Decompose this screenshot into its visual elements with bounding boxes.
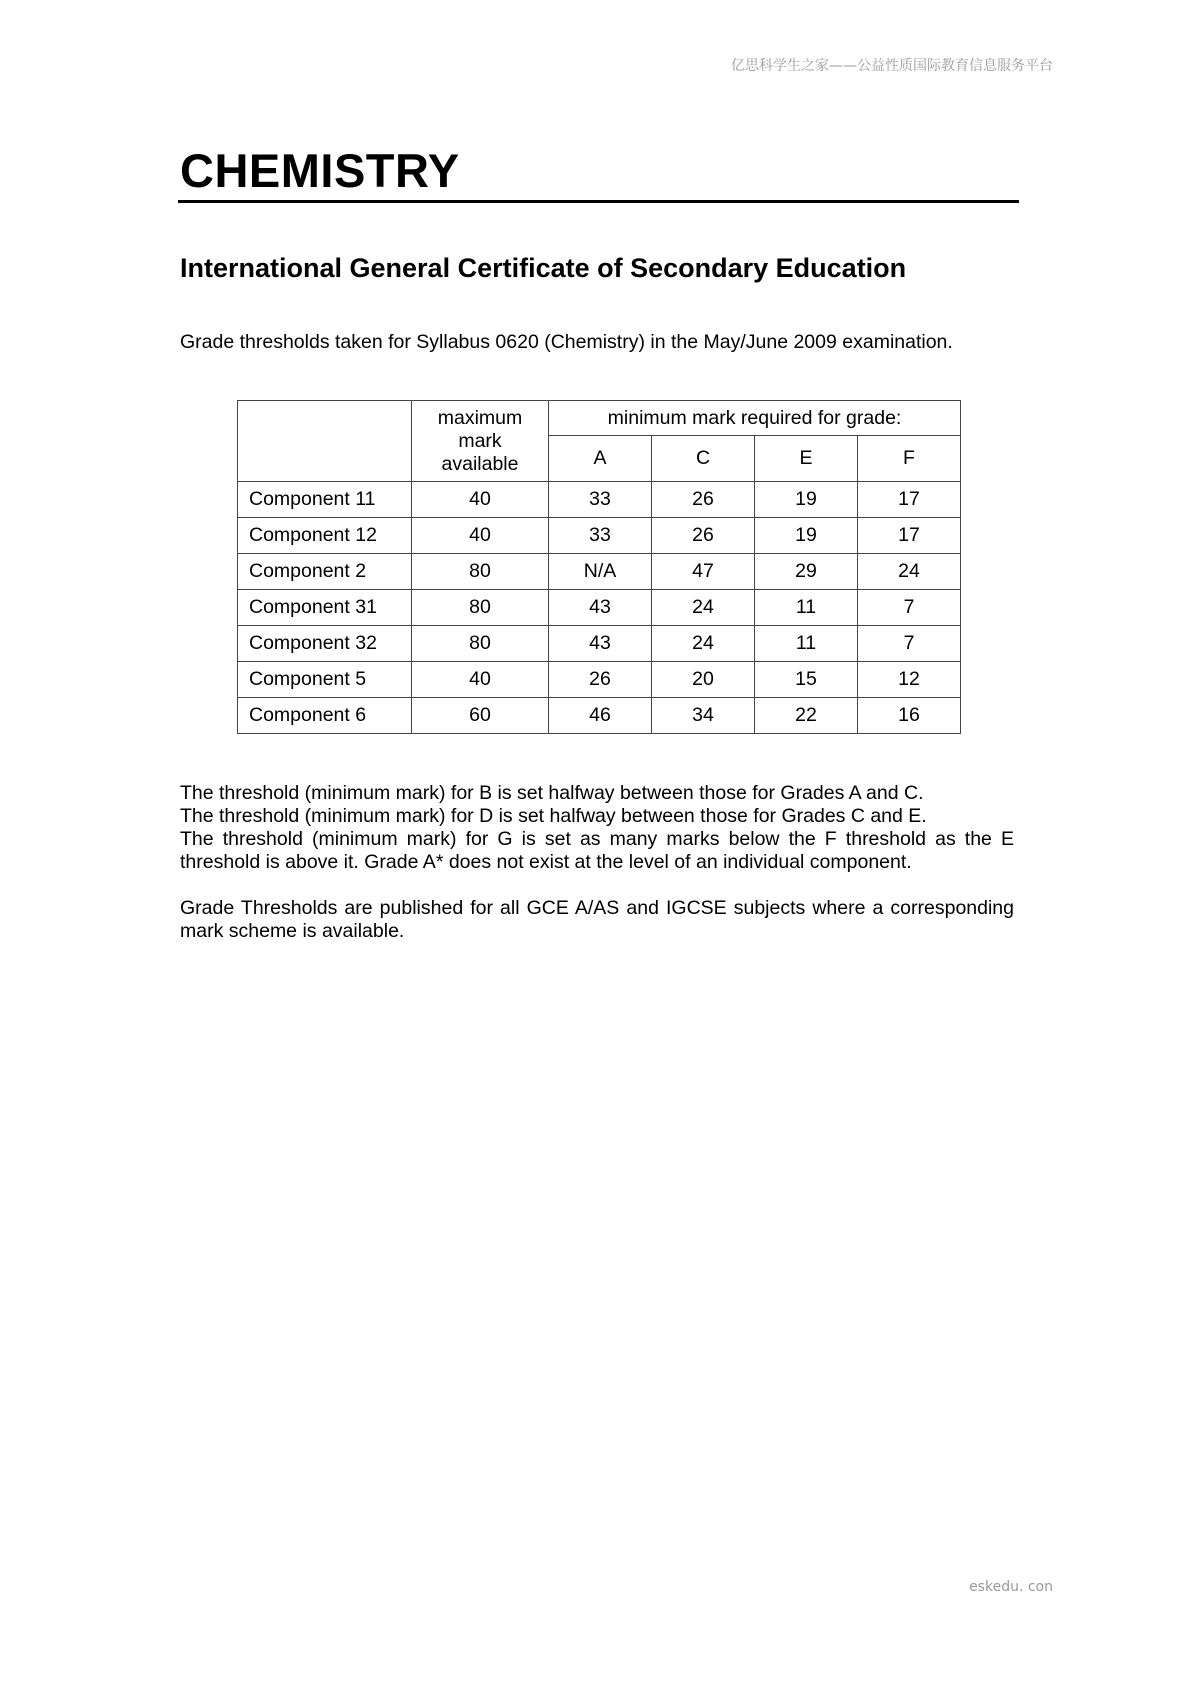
grade-e-cell: 22	[755, 698, 858, 734]
grade-a-cell: 43	[549, 626, 652, 662]
component-name: Component 32	[238, 626, 412, 662]
max-mark-header-line: mark	[458, 429, 502, 452]
intro-text: Grade thresholds taken for Syllabus 0620 (Chemistry) in the May/June 2009 examination.	[180, 331, 953, 353]
note-grade-d: The threshold (minimum mark) for D is set halfway between those for Grades C and E.	[180, 805, 927, 827]
grade-a-cell: 33	[549, 482, 652, 518]
title-underline	[178, 200, 1019, 203]
min-mark-header: minimum mark required for grade:	[549, 401, 961, 436]
max-mark-cell: 40	[412, 662, 549, 698]
max-mark-cell: 40	[412, 482, 549, 518]
grade-thresholds-table	[237, 400, 961, 734]
grade-a-cell: 26	[549, 662, 652, 698]
grade-f-cell: 17	[858, 518, 961, 554]
grade-a-cell: N/A	[549, 554, 652, 590]
grade-header-e: E	[755, 436, 858, 482]
component-name: Component 11	[238, 482, 412, 518]
grade-a-cell: 33	[549, 518, 652, 554]
max-mark-cell: 80	[412, 590, 549, 626]
page-title: CHEMISTRY	[180, 144, 460, 197]
grade-f-cell: 16	[858, 698, 961, 734]
grade-e-cell: 11	[755, 626, 858, 662]
qualification-heading: International General Certificate of Secondary Education	[180, 253, 907, 283]
grade-e-cell: 29	[755, 554, 858, 590]
watermark-top: 亿思科学生之家——公益性质国际教育信息服务平台	[731, 58, 1053, 74]
table-row	[238, 482, 961, 518]
grade-header-a: A	[549, 436, 652, 482]
grade-f-cell: 24	[858, 554, 961, 590]
grade-header-c: C	[652, 436, 755, 482]
max-mark-header-line: available	[441, 452, 519, 475]
max-mark-cell: 80	[412, 554, 549, 590]
notes-section	[180, 782, 1014, 943]
note-grade-b: The threshold (minimum mark) for B is set halfway between those for Grades A and C.	[180, 782, 924, 804]
table-row	[238, 626, 961, 662]
table-row	[238, 590, 961, 626]
grade-c-cell: 26	[652, 518, 755, 554]
max-mark-cell: 60	[412, 698, 549, 734]
grade-f-cell: 7	[858, 626, 961, 662]
grade-e-cell: 15	[755, 662, 858, 698]
table-row	[238, 698, 961, 734]
watermark-bottom: eskedu. con	[969, 1579, 1053, 1595]
note-publication: Grade Thresholds are published for all GCE A/AS and IGCSE subjects where a corresponding mark scheme is available.	[180, 897, 1014, 942]
note-grade-g: The threshold (minimum mark) for G is set as many marks below the F threshold as the E threshold is above it. Grade A* does not exist at the level of an individual component.	[180, 828, 1014, 873]
grade-header-f: F	[858, 436, 961, 482]
component-name: Component 2	[238, 554, 412, 590]
component-name: Component 6	[238, 698, 412, 734]
max-mark-header-line: maximum	[437, 406, 523, 429]
grade-f-cell: 7	[858, 590, 961, 626]
grade-f-cell: 12	[858, 662, 961, 698]
grade-c-cell: 24	[652, 590, 755, 626]
grade-c-cell: 47	[652, 554, 755, 590]
table-row	[238, 518, 961, 554]
table-corner-cell	[238, 401, 412, 482]
max-mark-cell: 80	[412, 626, 549, 662]
grade-a-cell: 46	[549, 698, 652, 734]
component-name: Component 31	[238, 590, 412, 626]
grade-e-cell: 19	[755, 482, 858, 518]
grade-a-cell: 43	[549, 590, 652, 626]
grade-c-cell: 34	[652, 698, 755, 734]
table-row	[238, 662, 961, 698]
grade-f-cell: 17	[858, 482, 961, 518]
grade-c-cell: 20	[652, 662, 755, 698]
table-row	[238, 554, 961, 590]
grade-c-cell: 26	[652, 482, 755, 518]
grade-e-cell: 11	[755, 590, 858, 626]
grade-e-cell: 19	[755, 518, 858, 554]
max-mark-cell: 40	[412, 518, 549, 554]
component-name: Component 12	[238, 518, 412, 554]
component-name: Component 5	[238, 662, 412, 698]
grade-c-cell: 24	[652, 626, 755, 662]
max-mark-header	[412, 401, 549, 482]
